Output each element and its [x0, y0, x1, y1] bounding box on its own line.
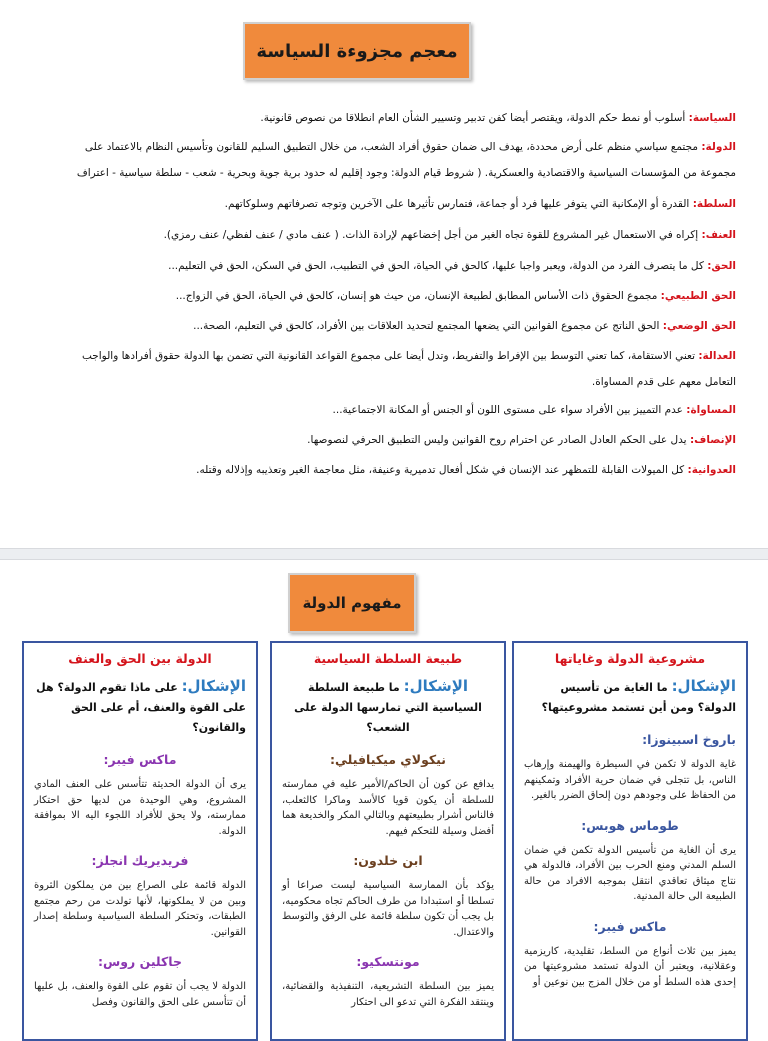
glossary-title-box — [243, 22, 471, 80]
author-name: طوماس هوبس: — [581, 817, 679, 833]
glossary-definition: الحق الناتج عن مجموع القوانين التي يضعها المجتمع لتحديد العلاقات بين الأفراد، كالحق في التعليم، الصحة... — [193, 320, 660, 332]
problem-question — [282, 676, 494, 738]
glossary-entry — [56, 253, 736, 279]
author-name: باروخ اسبينوزا: — [642, 732, 736, 747]
author-name: فريديريك انجلز: — [91, 853, 189, 868]
glossary-definition: يدل على الحكم العادل الصادر عن احترام روح القوانين وليس التطبيق الحرفي لنصوصها. — [307, 434, 687, 446]
state-title-box — [288, 573, 416, 633]
problem-question — [524, 676, 736, 718]
author-name: ماكس فيبر: — [103, 752, 177, 767]
glossary-definition: كل الميولات القابلة للتمظهر عند الإنسان في شكل أفعال تدميرية وعنيفة، مثل معاجمة الغير وتعذيبه وإذلاله وقتله. — [196, 464, 685, 476]
glossary-term: السياسة: — [688, 112, 736, 124]
glossary-definition: عدم التمييز بين الأفراد سواء على مستوى اللون أو الجنس أو المكانة الاجتماعية... — [332, 404, 683, 416]
glossary-definition: مجتمع سياسي منظم على أرض محددة، يهدف الى ضمان حقوق أفراد الشعب، من خلال التطبيق السليم للقانون وتأسيس النظام بالاعتماد على مجموعة من المؤسسات السياسية والاقتصادية والعسكرية. ( شروط قيام الدولة: وجود إقليم له حدود برية جوية وبحرية - شعب - سلطة سياسية - اعتراف — [76, 141, 736, 179]
author-text: يميز بين ثلاث أنواع من السلط، تقليدية، كاريزمية وعقلانية، ويعتبر أن الدولة تستمد مشروعيتها من إحدى هذه السلط أو من خلال المزج بين نوعين أو — [524, 945, 736, 988]
author-text: يرى أن الدولة الحديثة تتأسس على العنف المادي المشروع، وهي الوحيدة من لديها حق احتكار ممارسته، ولا يحق للأفراد اللجوء اليه الا بموافقة الدولة. — [34, 779, 246, 837]
glossary-term: الدولة: — [701, 141, 736, 153]
author-text: يدافع عن كون أن الحاكم/الأمير عليه في ممارسته للسلطة أن يكون قويا كالأسد وماكرا كالثعلب، فالناس أشرار بطبيعتهم وبالتالي المكر والخديعة هما أفضل وسيلة للتحكم فيهم. — [282, 779, 494, 837]
glossary-term: الحق: — [707, 260, 736, 272]
glossary-term: العدالة: — [698, 350, 736, 362]
author-name: جاكلين روس: — [98, 954, 182, 969]
problem-question — [34, 676, 246, 738]
problem-label: الإشكال: — [181, 677, 246, 695]
state-title: مفهوم الدولة — [302, 594, 402, 612]
glossary-definition: تعني الاستقامة، كما تعني التوسط بين الإفراط والتفريط، وتدل أيضا على مجموع القواعد القانونية التي تضمن بها الدولة حقوق أفرادها والواجب التعامل معهم على قدم المساواة. — [81, 350, 736, 388]
glossary-term: السلطة: — [692, 198, 736, 210]
glossary-term: الحق الوضعي: — [662, 320, 736, 332]
column-title: طبيعة السلطة السياسية — [313, 651, 463, 666]
glossary-term: العنف: — [701, 229, 736, 241]
glossary-definition: مجموع الحقوق ذات الأساس المطابق لطبيعة الإنسان، من حيث هو إنسان، كالحق في الحياة، الحق في الزواج... — [175, 290, 658, 302]
author-name: ابن خلدون: — [353, 853, 423, 868]
column-legitimacy — [512, 641, 748, 1041]
glossary-entry — [56, 283, 736, 309]
author-text: يرى أن الغاية من تأسيس الدولة تكمن في ضمان السلم المدني ومنع الحرب بين الأفراد، فالدولة هي نتاج ميثاق تعاقدي انتقل بموجبه الافراد من حالة الطبيعة الى حالة المدنية. — [524, 844, 736, 902]
glossary-entry — [56, 134, 736, 190]
column-title: مشروعية الدولة وغاياتها — [554, 651, 706, 666]
glossary-entry — [56, 222, 736, 248]
state-concept-page — [0, 560, 768, 1024]
glossary-entry — [56, 343, 736, 395]
glossary-entry — [56, 427, 736, 453]
glossary-title: معجم مجزوءة السياسة — [256, 40, 458, 62]
glossary-definition: كل ما يتصرف الفرد من الدولة، ويعبر واجبا عليها، كالحق في الحياة، الحق في التطبيب، الحق في السكن، الحق في التعليم... — [168, 260, 704, 272]
author-text: يؤكد بأن الممارسة السياسية ليست صراعا أو تسلطا أو استبدادا من طرف الحاكم تجاه محكوميه، بل يجب أن تكون سلطة قائمة على الرفق والتوسط والاعتدال. — [282, 880, 494, 938]
author-text: الدولة قائمة على الصراع بين من يملكون الثروة وبين من لا يملكونها، لأنها تولدت من رحم مجتمع الطبقات، وتحتكر السلطة السياسية وسلطة إصدار القوانين. — [34, 880, 246, 938]
column-title: الدولة بين الحق والعنف — [68, 651, 212, 666]
page-separator — [0, 548, 768, 560]
glossary-entry — [56, 105, 736, 131]
glossary-definition: القدرة أو الإمكانية التي يتوفر عليها فرد أو جماعة، فتمارس تأثيرها على الآخرين وتوجه تصرفاتهم وسلوكاتهم. — [224, 198, 690, 210]
problem-label: الإشكال: — [671, 677, 736, 695]
author-text: غاية الدولة لا تكمن في السيطرة والهيمنة وإرهاب الناس، بل تتجلى في ضمان حرية الأفراد وتمكينهم من الحفاظ على وجودهم دون إلحاق الضرر بالغير. — [524, 759, 736, 801]
author-text: الدولة لا يجب أن تقوم على القوة والعنف، بل عليها أن تتأسس على الحق والقانون وفصل — [34, 981, 246, 1008]
author-name: نيكولاي ميكيافيلي: — [330, 752, 446, 767]
glossary-term: المساواة: — [686, 404, 736, 416]
glossary-definition: إكراه في الاستعمال غير المشروع للقوة تجاه الغير من أجل إخضاعهم لإرادة الذات. ( عنف مادي / عنف لفظي/ عنف رمزي). — [163, 229, 699, 241]
problem-text: على ماذا تقوم الدولة؟ هل على القوة والعنف، أم على الحق والقانون؟ — [36, 681, 246, 734]
glossary-entry — [56, 457, 736, 483]
column-power-nature — [270, 641, 506, 1041]
glossary-term: الإنصاف: — [689, 434, 736, 446]
problem-label: الإشكال: — [403, 677, 469, 695]
glossary-term: العدوانية: — [687, 464, 736, 476]
column-right-violence — [22, 641, 258, 1041]
glossary-entry — [56, 191, 736, 217]
problem-text: ما طبيعة السلطة السياسية التي تمارسها الدولة على الشعب؟ — [294, 681, 482, 734]
problem-text: ما الغاية من تأسيس الدولة؟ ومن أين تستمد مشروعيتها؟ — [541, 681, 736, 714]
glossary-term: الحق الطبيعي: — [660, 290, 736, 302]
author-name: مونتسكيو: — [356, 954, 420, 969]
glossary-definition: أسلوب أو نمط حكم الدولة، ويقتصر أيضا كفن تدبير وتسيير الشأن العام انطلاقا من نصوص قانونية. — [260, 112, 686, 124]
author-text: يميز بين السلطة التشريعية، التنفيذية والقضائية، وينتقد الفكرة التي تدعو الى احتكار — [282, 981, 494, 1008]
author-name: ماكس فيبر: — [593, 918, 667, 934]
glossary-entry — [56, 313, 736, 339]
glossary-entry — [56, 397, 736, 423]
